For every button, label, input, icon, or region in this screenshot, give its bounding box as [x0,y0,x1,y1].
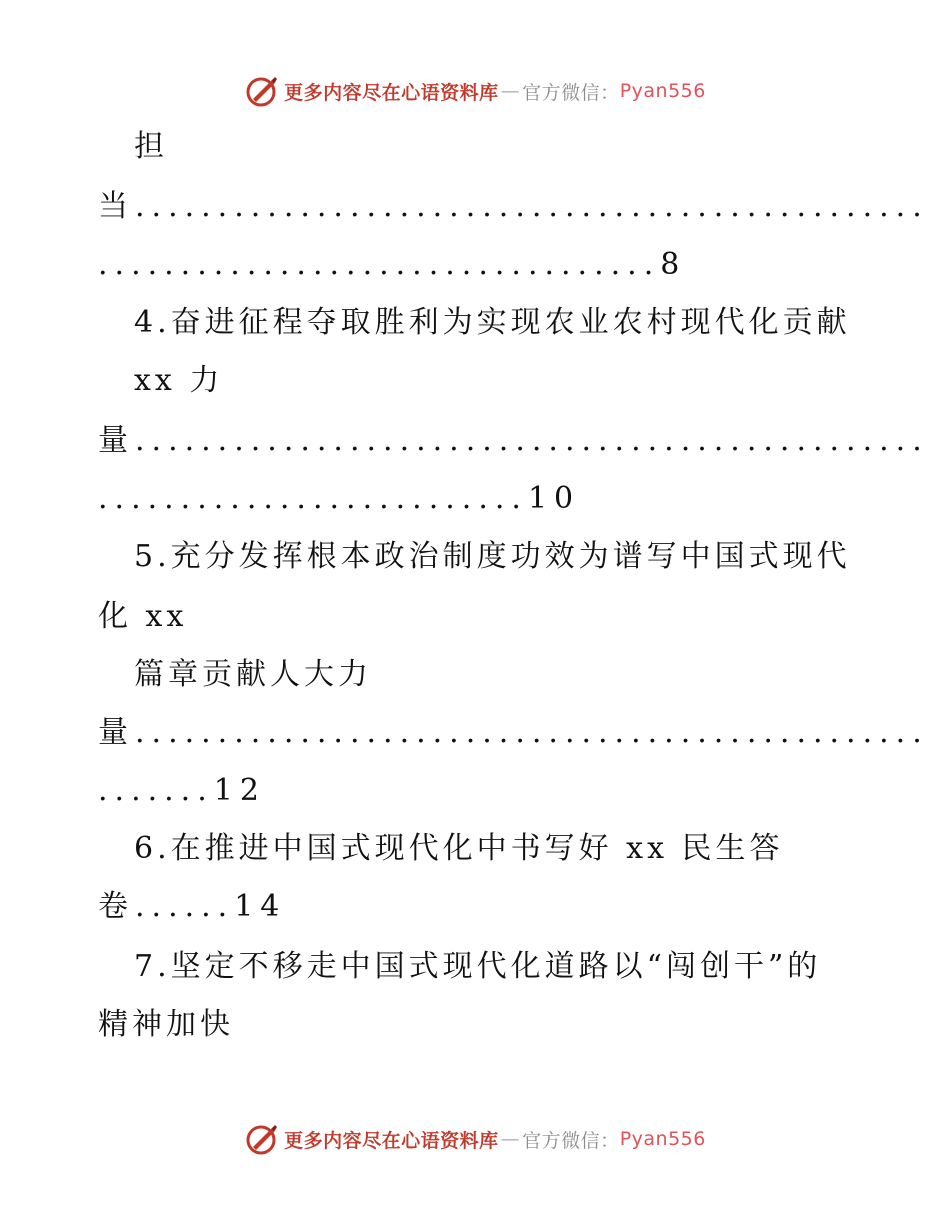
watermark-separator: — [500,80,521,102]
pen-swirl-icon [244,1121,280,1157]
toc-line: 量................................................ [98,423,929,458]
toc-line: 当................................................ [98,189,929,224]
watermark-separator: — [500,1128,521,1150]
toc-line: 5.充分发挥根本政治制度功效为谱写中国式现代 [134,539,851,574]
toc-line: xx 力 [134,363,224,398]
toc-line: 量................................................ [98,715,929,750]
watermark-wechat-id: Pyan556 [619,80,706,102]
footer-watermark [0,1119,950,1159]
watermark-wechat-id: Pyan556 [619,1128,706,1150]
watermark-brand: 更多内容尽在心语资料库 [284,1129,499,1152]
toc-line: .......12 [98,773,266,808]
toc-line: ..........................10 [98,481,581,516]
toc-line: 6.在推进中国式现代化中书写好 xx 民生答 [134,831,784,866]
toc-line: ..................................8 [98,247,687,282]
toc-line: 担 [134,129,168,164]
watermark-wechat-label: 官方微信： [522,81,620,104]
watermark-wechat-label: 官方微信： [522,1129,620,1152]
toc-line: 4.奋进征程夺取胜利为实现农业农村现代化贡献 [134,305,851,340]
watermark-brand: 更多内容尽在心语资料库 [284,81,499,104]
toc-line: 7.坚定不移走中国式现代化道路以“闯创干”的 [134,949,822,984]
toc-line: 化 xx [98,599,188,634]
toc-line: 卷......14 [98,889,287,924]
toc-line: 篇章贡献人大力 [134,657,372,692]
toc-line: 精神加快 [98,1007,234,1042]
